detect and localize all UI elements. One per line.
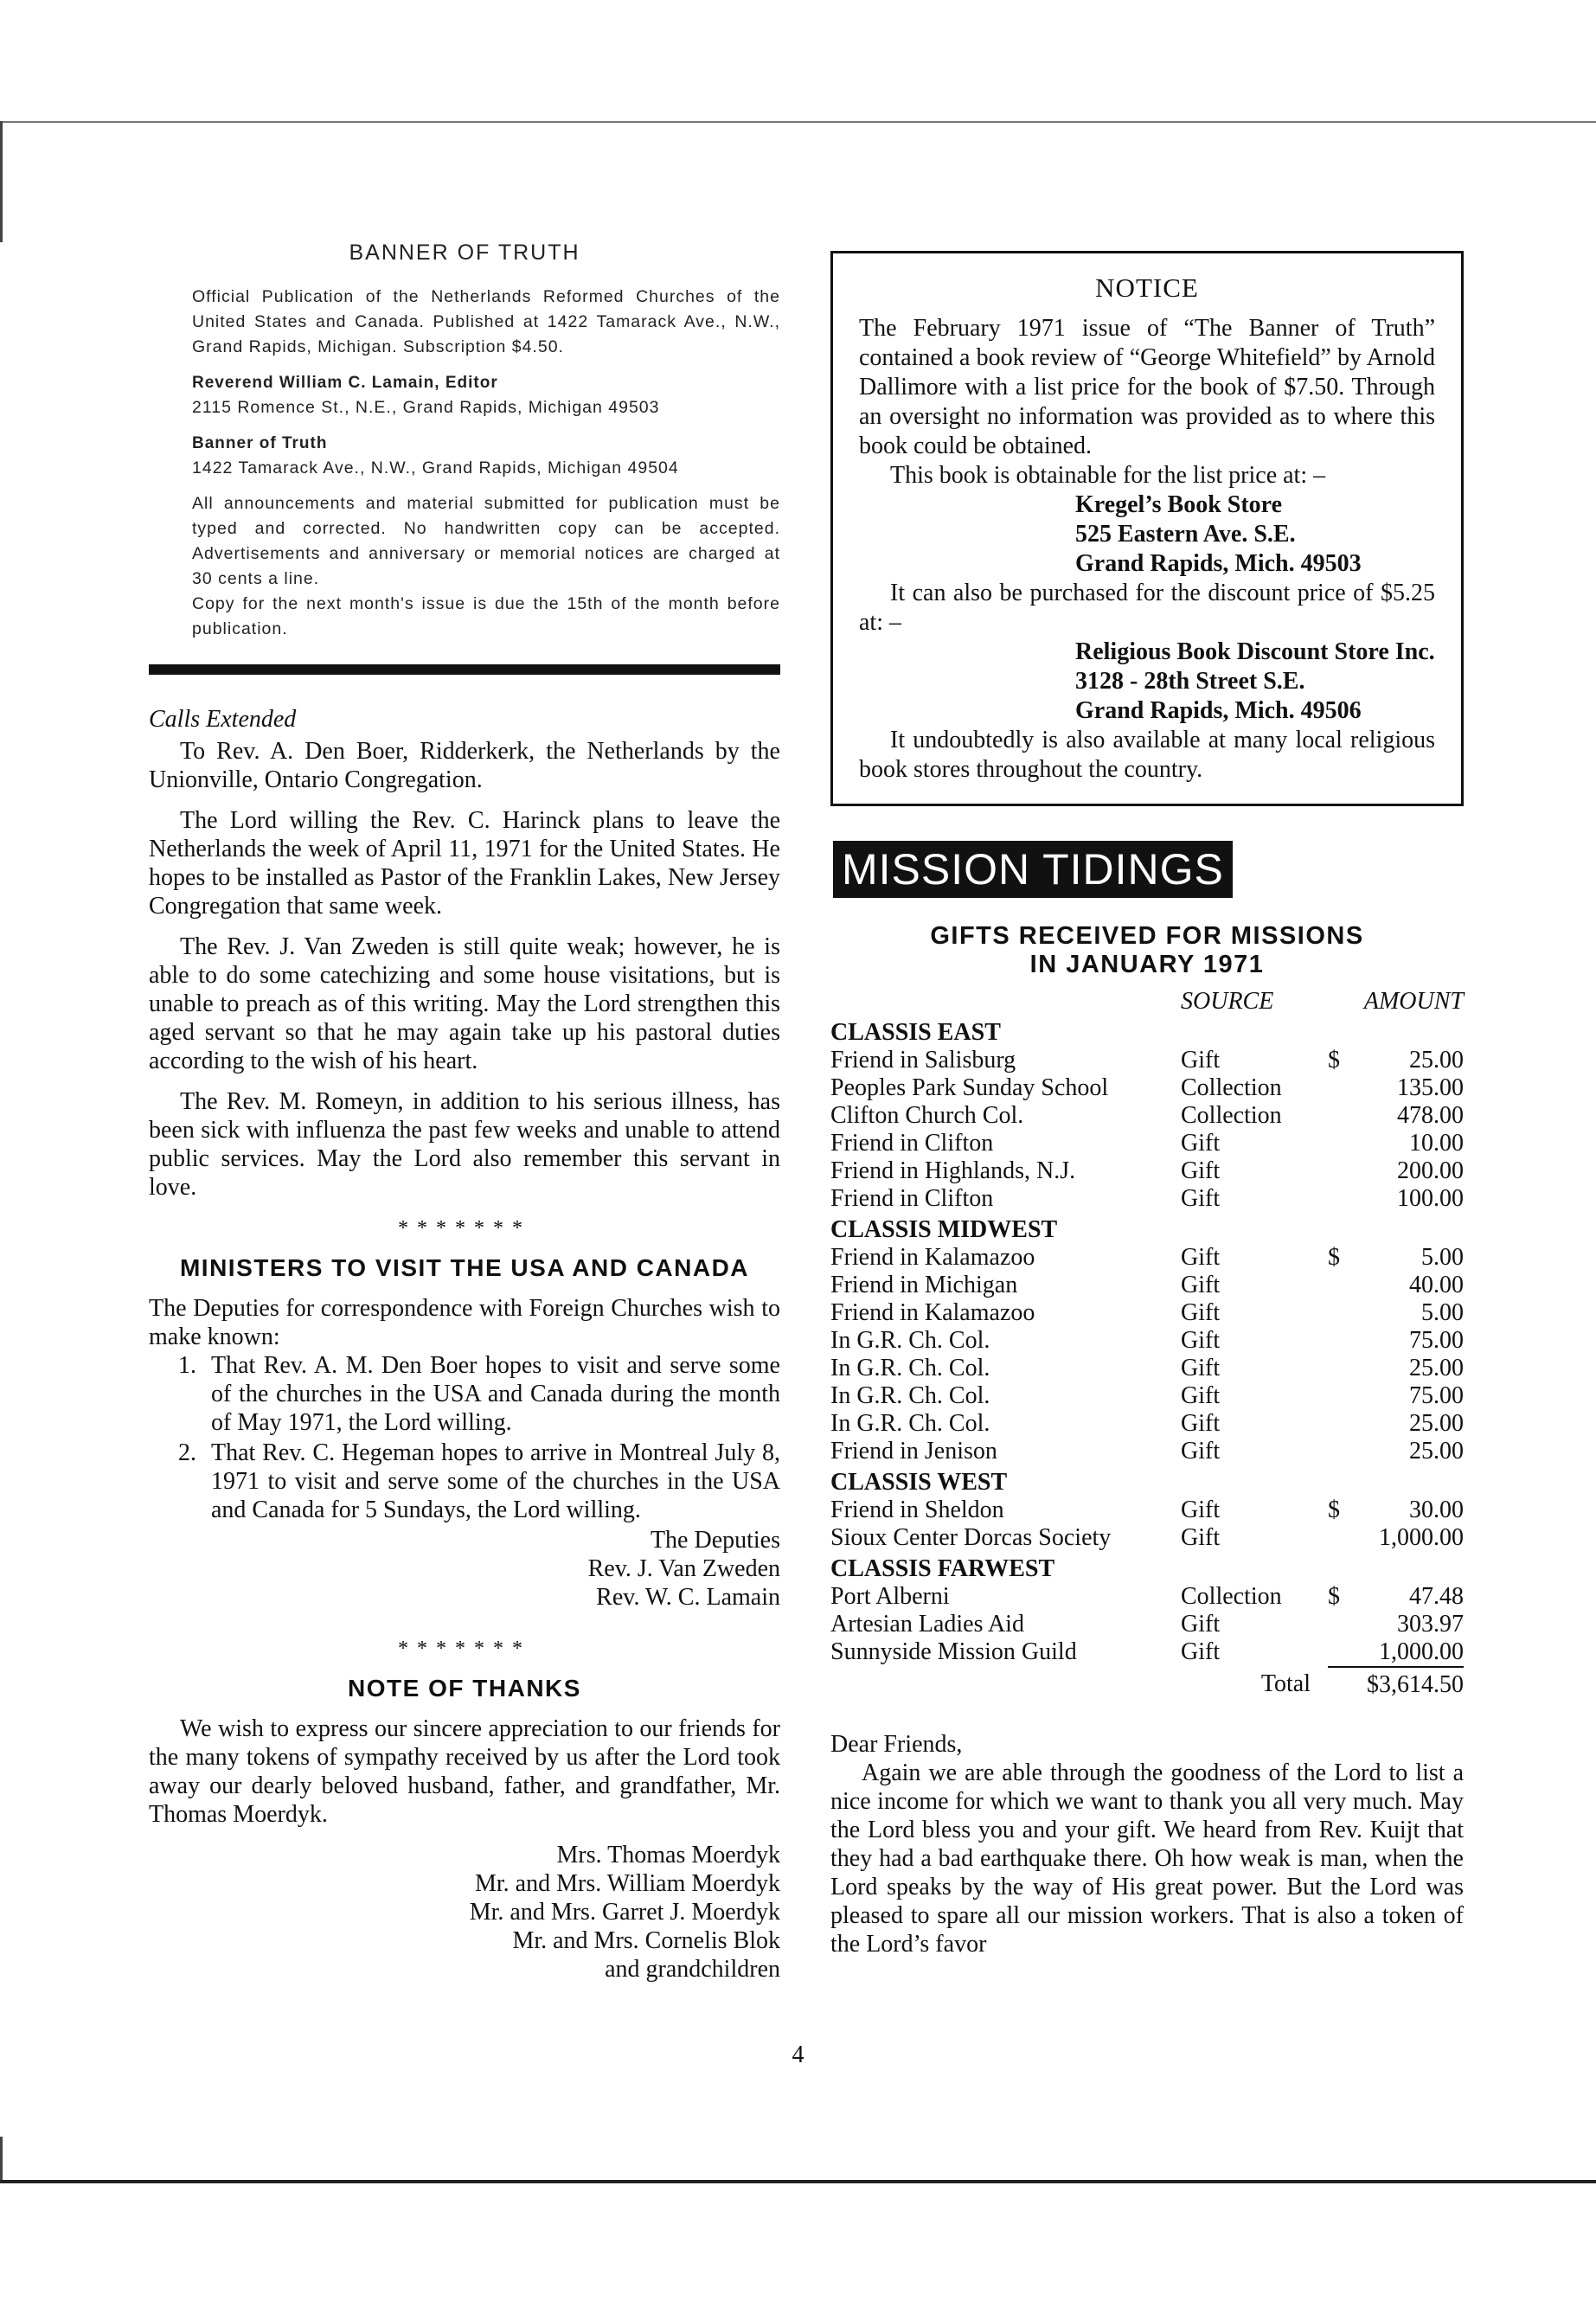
gifts-table — [830, 988, 1464, 1699]
gift-amount-cell — [1328, 1102, 1464, 1130]
gift-amount-cell — [1328, 1438, 1464, 1465]
gift-source: Artesian Ladies Aid — [830, 1611, 1024, 1638]
gift-amount-cell — [1328, 1382, 1464, 1410]
gift-amount: 5.00 — [1421, 1299, 1464, 1326]
table-header-row — [830, 988, 1464, 1016]
classis-name: CLASSIS WEST — [830, 1469, 1008, 1496]
thanks-heading: NOTE OF THANKS — [348, 1675, 581, 1702]
gift-type: Gift — [1181, 1410, 1221, 1437]
gift-amount-cell — [1328, 1157, 1464, 1185]
table-row — [830, 1611, 1464, 1638]
gift-amount: 25.00 — [1409, 1047, 1464, 1074]
gift-type: Gift — [1181, 1047, 1221, 1074]
gift-type: Gift — [1181, 1272, 1221, 1298]
gift-amount-cell — [1328, 1583, 1464, 1611]
gift-type: Gift — [1181, 1355, 1221, 1381]
gift-amount: 5.00 — [1421, 1244, 1464, 1271]
notice-title: NOTICE — [1095, 272, 1199, 303]
masthead — [149, 240, 780, 642]
notice-paragraph-4: It undoubtedly is also available at many local religious book stores throughout the country. — [859, 727, 1435, 783]
gift-source: Friend in Jenison — [830, 1438, 997, 1465]
signature-line: Mrs. Thomas Moerdyk — [556, 1842, 780, 1868]
signature-line: Rev. W. C. Lamain — [596, 1584, 780, 1611]
currency-sign: $ — [1328, 1244, 1340, 1271]
gift-type: Collection — [1181, 1074, 1282, 1101]
table-row — [830, 1524, 1464, 1552]
gift-source: In G.R. Ch. Col. — [830, 1382, 990, 1409]
calls-paragraph-1: To Rev. A. Den Boer, Ridderkerk, the Netherlands by the Unionville, Ontario Congregation. — [149, 738, 780, 793]
ministers-intro: The Deputies for correspondence with Foreign Churches wish to make known: — [149, 1295, 780, 1350]
thanks-section — [149, 1675, 780, 1984]
gift-type: Gift — [1181, 1157, 1221, 1184]
separator-stars: ******* — [398, 1638, 531, 1660]
table-row — [830, 1382, 1464, 1410]
gift-type: Gift — [1181, 1185, 1221, 1212]
gift-type: Gift — [1181, 1299, 1221, 1326]
gift-type: Gift — [1181, 1438, 1221, 1465]
store-name: Religious Book Discount Store Inc. — [1075, 638, 1435, 665]
classis-heading-row — [830, 1552, 1464, 1583]
gift-amount: 135.00 — [1397, 1074, 1464, 1101]
total-label: Total — [1260, 1670, 1311, 1697]
gift-amount: 1,000.00 — [1379, 1524, 1464, 1551]
currency-sign: $ — [1328, 1497, 1340, 1523]
page-number: 4 — [792, 2041, 804, 2068]
page-edge-left-lower — [0, 2137, 3, 2180]
gift-source: Friend in Clifton — [830, 1130, 994, 1157]
table-row — [830, 1410, 1464, 1438]
separator-stars: ******* — [398, 1217, 531, 1240]
deadline-note: Copy for the next month's issue is due the 15th of the month before publication. — [192, 594, 780, 638]
gift-source: Friend in Highlands, N.J. — [830, 1157, 1076, 1184]
gift-source: Friend in Salisburg — [830, 1047, 1016, 1074]
gift-amount: 303.97 — [1397, 1611, 1464, 1638]
list-text: That Rev. C. Hegeman hopes to arrive in Montreal July 8, 1971 to visit and serve some of the churches in the USA and Canada for 5 Sundays, the Lord willing. — [211, 1439, 780, 1523]
office-name: Banner of Truth — [192, 434, 328, 452]
gift-amount-cell — [1328, 1185, 1464, 1213]
signature-line: Mr. and Mrs. Garret J. Moerdyk — [469, 1899, 780, 1926]
signature-line: Rev. J. Van Zweden — [587, 1555, 780, 1582]
classis-name: CLASSIS EAST — [830, 1019, 1001, 1046]
classis-name: CLASSIS FARWEST — [830, 1555, 1055, 1582]
table-row — [830, 1327, 1464, 1355]
gift-source: Peoples Park Sunday School — [830, 1074, 1109, 1101]
gift-type: Gift — [1181, 1638, 1221, 1665]
gifts-title-line-1: GIFTS RECEIVED FOR MISSIONS — [930, 922, 1364, 950]
store-name: Kregel’s Book Store — [1075, 491, 1283, 518]
masthead-title: BANNER OF TRUTH — [349, 240, 580, 265]
calls-paragraph-2: The Lord willing the Rev. C. Harinck plans to leave the Netherlands the week of April 11, 1971 for the United States. He hopes to be installed as Pastor of the Franklin Lakes, New Jersey Congregation that same week. — [149, 807, 780, 920]
classis-heading-row — [830, 1213, 1464, 1244]
gift-source: Friend in Kalamazoo — [830, 1299, 1035, 1326]
list-text: That Rev. A. M. Den Boer hopes to visit and serve some of the churches in the USA and Canada during the month of May 1971, the Lord willing. — [211, 1352, 780, 1436]
table-row — [830, 1638, 1464, 1667]
notice-paragraph-2: This book is obtainable for the list price at: – — [890, 462, 1326, 489]
office-address: 1422 Tamarack Ave., N.W., Grand Rapids, Michigan 49504 — [192, 458, 679, 478]
table-row — [830, 1185, 1464, 1213]
currency-sign: $ — [1328, 1047, 1340, 1074]
gift-amount: 25.00 — [1409, 1410, 1464, 1437]
gift-amount: 75.00 — [1409, 1327, 1464, 1354]
gift-amount-cell — [1328, 1074, 1464, 1102]
gift-source: Port Alberni — [830, 1583, 950, 1610]
gift-amount: 100.00 — [1397, 1185, 1464, 1212]
gift-type: Gift — [1181, 1244, 1221, 1271]
gift-amount: 40.00 — [1409, 1272, 1464, 1298]
gift-amount-cell — [1328, 1410, 1464, 1438]
thanks-text: We wish to express our sincere appreciation to our friends for the many tokens of sympathy received by us after the Lord took away our dearly beloved husband, father, and grandfather, Mr. Thomas Moerdyk. — [149, 1715, 780, 1828]
gift-amount-cell — [1328, 1272, 1464, 1299]
left-column — [149, 234, 780, 1984]
gift-amount: 200.00 — [1397, 1157, 1464, 1184]
gift-source: Clifton Church Col. — [830, 1102, 1024, 1129]
gift-amount-cell — [1328, 1130, 1464, 1157]
mission-tidings-banner: MISSION TIDINGS — [833, 841, 1233, 898]
signature-line: Mr. and Mrs. William Moerdyk — [475, 1870, 780, 1897]
column-header-amount: AMOUNT — [1363, 988, 1464, 1015]
notice-paragraph-1: The February 1971 issue of “The Banner of Truth” contained a book review of “George Whitefield” by Arnold Dallimore with a list price for the book of $7.50. Through an oversight no information was provided as to where this book could be obtained. — [859, 315, 1435, 459]
gift-amount-cell — [1328, 1355, 1464, 1382]
table-row — [830, 1244, 1464, 1272]
column-header-source: SOURCE — [1181, 988, 1274, 1015]
signature-line: Mr. and Mrs. Cornelis Blok — [512, 1927, 780, 1954]
right-column — [830, 251, 1464, 1971]
masthead-description: Official Publication of the Netherlands Reformed Churches of the United States and Canada. Published at 1422 Tamarack Ave., N.W., Grand Rapids, Michigan. Subscription $4.50. — [192, 287, 780, 356]
gift-type: Gift — [1181, 1382, 1221, 1409]
gift-source: In G.R. Ch. Col. — [830, 1410, 990, 1437]
notice-paragraph-3: It can also be purchased for the discount price of $5.25 at: – — [859, 580, 1435, 636]
table-row — [830, 1299, 1464, 1327]
calls-heading: Calls Extended — [149, 706, 297, 733]
gift-amount-cell — [1328, 1299, 1464, 1327]
gift-amount-cell — [1328, 1611, 1464, 1638]
classis-heading-row — [830, 1016, 1464, 1047]
store-street: 525 Eastern Ave. S.E. — [1075, 521, 1296, 548]
table-row — [830, 1102, 1464, 1130]
calls-paragraph-4: The Rev. M. Romeyn, in addition to his serious illness, has been sick with influenza the past few weeks and unable to attend public services. May the Lord also remember this servant in love. — [149, 1088, 780, 1201]
page-edge-bottom — [0, 2180, 1596, 2183]
gift-source: Friend in Michigan — [830, 1272, 1018, 1298]
table-row — [830, 1272, 1464, 1299]
letter-text: Again we are able through the goodness of the Lord to list a nice income for which we want to thank you all very much. May the Lord bless you and your gift. We heard from Rev. Kuijt that they had a bad earthquake there. Oh how weak is man, when the Lord speaks by the way of His great power. But the Lord was pleased to spare all our mission workers. That is also a token of the Lord’s favor — [830, 1759, 1464, 1958]
page-edge-top — [0, 121, 1596, 123]
store-street: 3128 - 28th Street S.E. — [1075, 668, 1305, 695]
table-row — [830, 1497, 1464, 1524]
gift-source: Friend in Kalamazoo — [830, 1244, 1035, 1271]
total-amount: $3,614.50 — [1328, 1667, 1464, 1699]
gift-source: In G.R. Ch. Col. — [830, 1327, 990, 1354]
gifts-title-line-2: IN JANUARY 1971 — [1029, 951, 1265, 978]
ministers-list — [149, 1351, 780, 1524]
signature-line: The Deputies — [650, 1527, 780, 1554]
gift-source: Friend in Sheldon — [830, 1497, 1004, 1523]
gift-amount: 47.48 — [1409, 1583, 1464, 1610]
gift-source: Sunnyside Mission Guild — [830, 1638, 1077, 1665]
gift-amount: 75.00 — [1409, 1382, 1464, 1409]
store-city: Grand Rapids, Mich. 49503 — [1075, 550, 1362, 577]
editor-address: 2115 Romence St., N.E., Grand Rapids, Michigan 49503 — [192, 398, 660, 417]
gift-type: Gift — [1181, 1524, 1221, 1551]
classis-name: CLASSIS MIDWEST — [830, 1216, 1058, 1243]
gift-amount-cell — [1328, 1047, 1464, 1074]
list-item — [149, 1439, 780, 1524]
table-row — [830, 1438, 1464, 1465]
gift-amount-cell — [1328, 1497, 1464, 1524]
classis-heading-row — [830, 1465, 1464, 1497]
table-row — [830, 1047, 1464, 1074]
ministers-heading: MINISTERS TO VISIT THE USA AND CANADA — [179, 1254, 750, 1281]
signature-line: and grandchildren — [605, 1956, 780, 1983]
notice-box — [830, 251, 1464, 806]
divider-rule — [149, 664, 780, 675]
table-row — [830, 1583, 1464, 1611]
table-row — [830, 1074, 1464, 1102]
letter-greeting: Dear Friends, — [830, 1731, 963, 1758]
list-item — [149, 1351, 780, 1437]
ministers-section — [149, 1254, 780, 1612]
editor-name: Reverend William C. Lamain, Editor — [192, 374, 498, 392]
calls-section — [149, 706, 780, 1202]
gift-amount-cell — [1328, 1638, 1464, 1667]
announcements-note: All announcements and material submitted for publication must be typed and corrected. No handwritten copy can be accepted. Advertisements and anniversary or memorial notices are charged at 30 cents a line. — [192, 494, 780, 588]
table-row — [830, 1157, 1464, 1185]
gift-source: Sioux Center Dorcas Society — [830, 1524, 1112, 1551]
page-edge-left — [0, 121, 3, 242]
store-city: Grand Rapids, Mich. 49506 — [1075, 697, 1362, 724]
gifts-title — [830, 922, 1464, 979]
currency-sign: $ — [1328, 1583, 1340, 1610]
gift-type: Collection — [1181, 1583, 1282, 1610]
gift-amount-cell — [1328, 1244, 1464, 1272]
gift-amount: 25.00 — [1409, 1355, 1464, 1381]
gift-amount-cell — [1328, 1327, 1464, 1355]
gift-type: Gift — [1181, 1327, 1221, 1354]
gift-source: Friend in Clifton — [830, 1185, 994, 1212]
gift-amount-cell — [1328, 1524, 1464, 1552]
gift-source: In G.R. Ch. Col. — [830, 1355, 990, 1381]
total-row — [830, 1667, 1464, 1699]
gift-type: Gift — [1181, 1497, 1221, 1523]
table-row — [830, 1130, 1464, 1157]
calls-paragraph-3: The Rev. J. Van Zweden is still quite weak; however, he is able to do some catechizing and some house visitations, but is unable to preach as of this writing. May the Lord strengthen this aged servant so that he may again take up his pastoral duties according to the wish of his heart. — [149, 933, 780, 1074]
table-row — [830, 1355, 1464, 1382]
gift-type: Gift — [1181, 1130, 1221, 1157]
list-number: 2. — [178, 1439, 196, 1466]
gift-type: Gift — [1181, 1611, 1221, 1638]
gift-type: Collection — [1181, 1102, 1282, 1129]
gift-amount: 1,000.00 — [1379, 1638, 1464, 1665]
gift-amount: 478.00 — [1397, 1102, 1464, 1129]
gift-amount: 25.00 — [1409, 1438, 1464, 1465]
gift-amount: 30.00 — [1409, 1497, 1464, 1523]
list-number: 1. — [178, 1352, 196, 1379]
gift-amount: 10.00 — [1409, 1130, 1464, 1157]
